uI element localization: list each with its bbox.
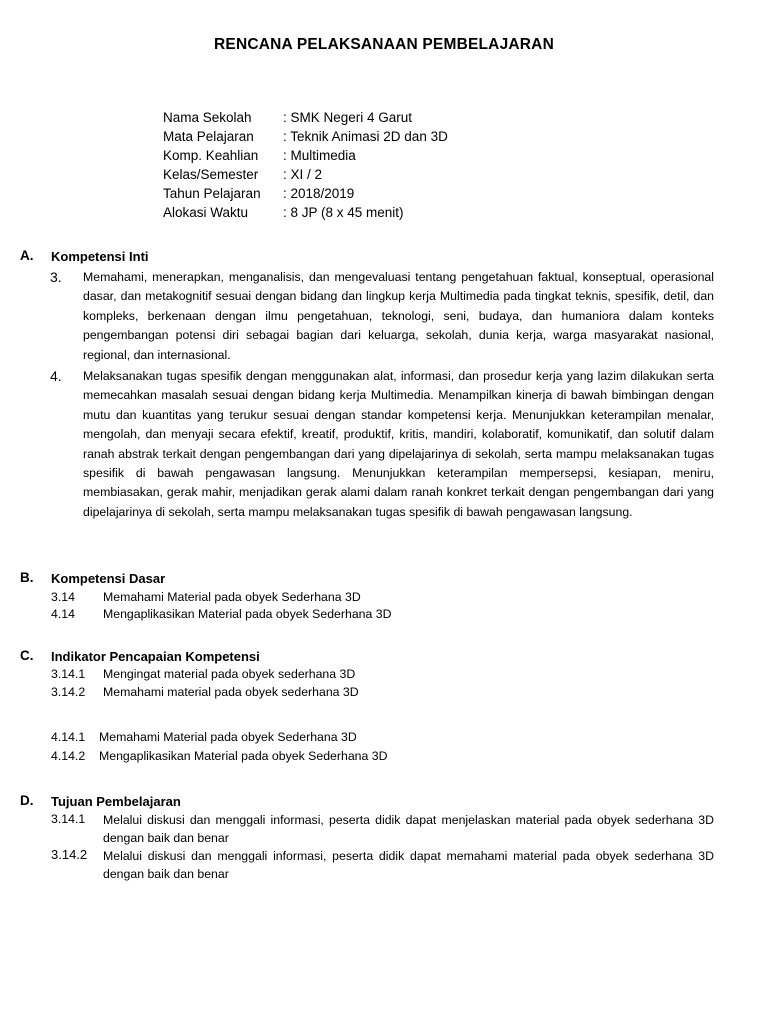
tp-code: 3.14.1 xyxy=(51,812,86,826)
info-label: Komp. Keahlian xyxy=(163,148,259,163)
ipk-code: 4.14.2 xyxy=(51,749,86,763)
section-c-title: Indikator Pencapaian Kompetensi xyxy=(51,649,260,664)
tp-text: Melalui diskusi dan menggali informasi, peserta didik dapat memahami material pada obyek sederhana 3D dengan baik dan benar xyxy=(103,849,714,881)
info-value: : Teknik Animasi 2D dan 3D xyxy=(283,129,448,144)
section-a-letter: A. xyxy=(20,248,34,263)
ipk-text: Mengingat material pada obyek sederhana 3D xyxy=(103,667,356,681)
info-row-year xyxy=(163,184,448,203)
info-label: Mata Pelajaran xyxy=(163,129,254,144)
info-value: : SMK Negeri 4 Garut xyxy=(283,110,413,125)
section-b-title: Kompetensi Dasar xyxy=(51,571,166,586)
identity-block xyxy=(163,108,448,222)
info-value: : 8 JP (8 x 45 menit) xyxy=(283,205,404,220)
info-row-time xyxy=(163,203,448,222)
info-row-school xyxy=(163,108,448,127)
document-title: RENCANA PELAKSANAAN PEMBELAJARAN xyxy=(214,36,554,53)
kd-code: 3.14 xyxy=(51,590,75,604)
kd-text: Mengaplikasikan Material pada obyek Sederhana 3D xyxy=(103,607,392,621)
info-value: : XI / 2 xyxy=(283,167,323,182)
kd-text: Memahami Material pada obyek Sederhana 3D xyxy=(103,590,361,604)
ipk-text: Mengaplikasikan Material pada obyek Sederhana 3D xyxy=(99,749,388,763)
info-row-subject xyxy=(163,127,448,146)
ki-3-text: Memahami, menerapkan, menganalisis, dan mengevaluasi tentang pengetahuan faktual, konseptual, operasional dasar, dan metakognitif sesuai dengan bidang dan lingkup kerja Multimedia pada tingkat teknis, spesifik, detil, dan kompleks, berkenaan dengan ilmu pengetahuan, teknologi, seni, budaya, dan humaniora dalam konteks pengembangan potensi diri sebagai bagian dari keluarga, sekolah, dunia kerja, warga masyarakat nasional, regional, dan internasional. xyxy=(83,270,714,362)
info-row-competency xyxy=(163,146,448,165)
tp-text: Melalui diskusi dan menggali informasi, peserta didik dapat menjelaskan material pada obyek sederhana 3D dengan baik dan benar xyxy=(103,813,714,845)
section-c-letter: C. xyxy=(20,648,34,663)
info-label: Alokasi Waktu xyxy=(163,205,249,220)
info-label: Kelas/Semester xyxy=(163,167,259,182)
ipk-text: Memahami material pada obyek sederhana 3D xyxy=(103,685,359,699)
section-b-letter: B. xyxy=(20,570,34,585)
tp-code: 3.14.2 xyxy=(51,847,88,862)
kd-code: 4.14 xyxy=(51,607,75,621)
ipk-code: 3.14.1 xyxy=(51,667,86,681)
ipk-code: 4.14.1 xyxy=(51,730,86,744)
ki-4-text: Melaksanakan tugas spesifik dengan menggunakan alat, informasi, dan prosedur kerja yang lazim dilakukan serta memecahkan masalah sesuai dengan bidang kerja Multimedia. Menampilkan kinerja di bawah bimbingan dengan mutu dan kuantitas yang terukur sesuai dengan standar kompetensi kerja. Menunjukkan keterampilan menalar, mengolah, dan menyaji secara efektif, kreatif, produktif, kritis, mandiri, kolaboratif, komunikatif, dan solutif dalam ranah abstrak terkait dengan pengembangan dari yang dipelajarinya di sekolah, serta mampu melaksanakan tugas spesifik di bawah pengawasan langsung. Menunjukkan keterampilan mempersepsi, kesiapan, meniru, membiasakan, gerak mahir, menjadikan gerak alami dalam ranah konkret terkait dengan pengembangan dari yang dipelajarinya di sekolah, serta mampu melaksanakan tugas spesifik di bawah pengawasan langsung. xyxy=(83,369,714,519)
info-row-class xyxy=(163,165,448,184)
info-value: : Multimedia xyxy=(283,148,356,163)
info-value: : 2018/2019 xyxy=(283,186,355,201)
info-label: Nama Sekolah xyxy=(163,110,252,125)
section-a-title: Kompetensi Inti xyxy=(51,249,149,264)
ki-3-number: 3. xyxy=(50,269,62,285)
ipk-text: Memahami Material pada obyek Sederhana 3D xyxy=(99,730,357,744)
ipk-code: 3.14.2 xyxy=(51,685,86,699)
section-d-title: Tujuan Pembelajaran xyxy=(51,794,181,809)
info-label: Tahun Pelajaran xyxy=(163,186,261,201)
section-d-letter: D. xyxy=(20,793,34,808)
ki-4-number: 4. xyxy=(50,368,62,384)
